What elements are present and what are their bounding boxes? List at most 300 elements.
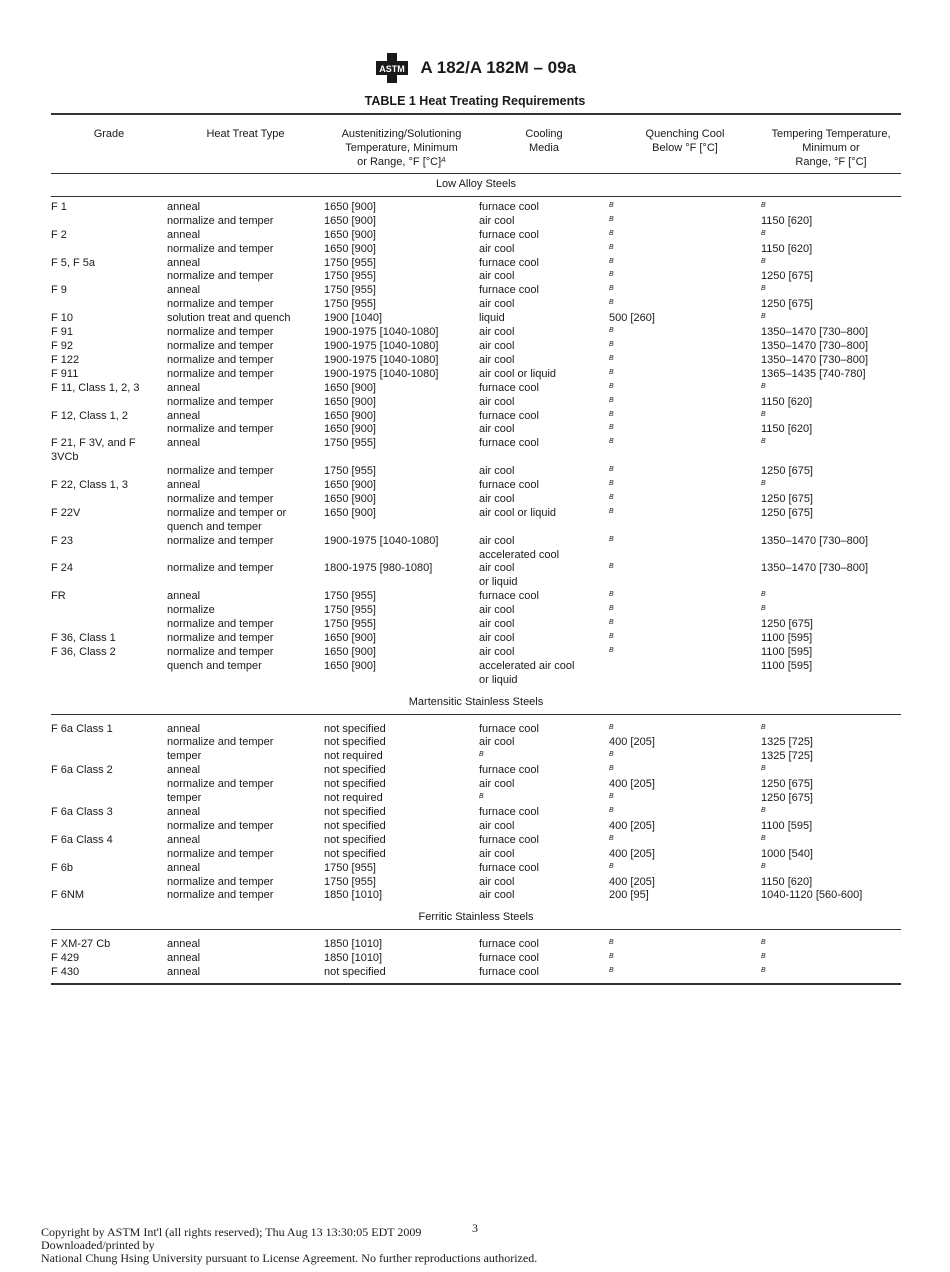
footnote-marker: B xyxy=(609,793,614,801)
table-row xyxy=(51,229,901,243)
footnote-b-cell xyxy=(761,806,901,820)
cell-aus: 1850 [1010] xyxy=(324,889,383,902)
cell-temper: 1250 [675] xyxy=(761,298,813,311)
cell-type: normalize and temper xyxy=(167,889,274,902)
cell-aus: 1650 [900] xyxy=(324,381,376,394)
cell-temper: 1150 [620] xyxy=(761,875,813,888)
cell-type: normalize and temper xyxy=(167,736,274,749)
footnote-b-cell xyxy=(479,750,609,764)
table-row xyxy=(51,493,901,507)
footnote-b-cell xyxy=(609,590,761,604)
footnote-b-cell xyxy=(761,930,901,952)
cell-temper: 1350–1470 [730–800] xyxy=(761,562,869,575)
cell-grade xyxy=(51,736,167,750)
copyright-footer xyxy=(41,1226,537,1265)
cell-temper: 1325 [725] xyxy=(761,750,813,763)
cell-aus: 1750 [955] xyxy=(324,256,376,269)
footnote-b-cell xyxy=(761,410,901,424)
cell-grade: F 12, Class 1, 2 xyxy=(51,409,129,422)
cell-temper: 1150 [620] xyxy=(761,395,813,408)
footnote-b-cell xyxy=(479,792,609,806)
cell-aus: 1900 [1040] xyxy=(324,312,383,325)
table-body xyxy=(51,174,901,984)
footnote-marker: B xyxy=(609,229,614,237)
cell-aus: not required xyxy=(324,792,383,805)
cell-cool: furnace cool xyxy=(479,284,539,297)
cell-grade xyxy=(51,618,167,632)
footnote-marker: B xyxy=(609,480,614,488)
cell-cool: accelerated air cool or liquid xyxy=(479,659,575,686)
cell-grade xyxy=(51,493,167,507)
footnote-marker: B xyxy=(609,466,614,474)
footnote-marker: B xyxy=(761,591,766,599)
footnote-marker: B xyxy=(761,313,766,321)
footnote-marker: B xyxy=(609,967,614,975)
footnote-marker: B xyxy=(761,229,766,237)
cell-aus: not specified xyxy=(324,805,386,818)
cell-aus: 1750 [955] xyxy=(324,437,376,450)
cell-type: anneal xyxy=(167,228,201,241)
cell-aus: 1900-1975 [1040-1080] xyxy=(324,339,439,352)
table-row xyxy=(51,820,901,834)
cell-aus: 1650 [900] xyxy=(324,242,376,255)
cell-aus: 1650 [900] xyxy=(324,423,376,436)
footnote-marker: B xyxy=(609,723,614,731)
cell-aus: 1750 [955] xyxy=(324,298,376,311)
cell-type: normalize and temper xyxy=(167,492,274,505)
astm-logo-icon xyxy=(374,52,410,84)
cell-type: anneal xyxy=(167,256,201,269)
footnote-marker: B xyxy=(609,396,614,404)
cell-cool: furnace cool xyxy=(479,409,539,422)
footnote-b-cell xyxy=(761,312,901,326)
footnote-marker: B xyxy=(761,201,766,209)
cell-temper: 1250 [675] xyxy=(761,492,813,505)
table-row xyxy=(51,326,901,340)
cell-aus: 1650 [900] xyxy=(324,395,376,408)
table-row xyxy=(51,382,901,396)
cell-type: normalize and temper xyxy=(167,395,274,408)
table-row xyxy=(51,465,901,479)
cell-type: normalize and temper xyxy=(167,465,274,478)
footnote-marker: B xyxy=(609,939,614,947)
footnote-marker: A xyxy=(441,157,446,164)
section-title: Low Alloy Steels xyxy=(51,174,901,197)
cell-cool: air cool xyxy=(479,353,515,366)
cell-type: temper xyxy=(167,750,202,763)
cell-quench: 400 [205] xyxy=(609,847,655,860)
footer-line-copyright: Copyright by ASTM Int'l (all rights reserved); Thu Aug 13 13:30:05 EDT 2009 xyxy=(41,1225,422,1239)
cell-cool: furnace cool xyxy=(479,966,609,984)
cell-aus: 1650 [900] xyxy=(324,659,376,672)
cell-cool: furnace cool xyxy=(479,764,539,777)
cell-grade: F 6NM xyxy=(51,889,84,902)
cell-aus: 1750 [955] xyxy=(324,604,376,617)
cell-grade: F 2 xyxy=(51,228,67,241)
cell-cool: air cool xyxy=(479,298,515,311)
column-header: Tempering Temperature, Minimum or Range, °F [°C] xyxy=(761,115,901,174)
cell-aus: 1650 [900] xyxy=(324,632,376,644)
table-row xyxy=(51,257,901,271)
cell-cool: furnace cool xyxy=(479,805,539,818)
footnote-marker: B xyxy=(609,765,614,773)
cell-grade xyxy=(51,243,167,257)
cell-grade: F 6a Class 2 xyxy=(51,764,113,777)
cell-grade xyxy=(51,792,167,806)
footnote-marker: B xyxy=(609,535,614,543)
section-header-row xyxy=(51,174,901,197)
footnote-marker: B xyxy=(609,201,614,209)
cell-cool: furnace cool xyxy=(479,479,539,492)
footnote-b-cell xyxy=(609,646,761,660)
footnote-b-cell xyxy=(609,284,761,298)
cell-type: normalize and temper xyxy=(167,618,274,631)
cell-cool: furnace cool xyxy=(479,437,539,450)
cell-type: normalize and temper xyxy=(167,645,274,658)
cell-type: normalize and temper xyxy=(167,326,274,339)
cell-aus: 1750 [955] xyxy=(324,465,376,478)
cell-type: solution treat and quench xyxy=(167,312,291,325)
cell-grade xyxy=(51,750,167,764)
footnote-marker: B xyxy=(761,382,766,390)
cell-cool: furnace cool xyxy=(479,833,539,846)
cell-grade: F 6b xyxy=(51,861,74,874)
footnote-b-cell xyxy=(609,396,761,410)
cell-cool: furnace cool xyxy=(479,861,539,874)
cell-aus: 1750 [955] xyxy=(324,590,376,603)
cell-quench: 400 [205] xyxy=(609,778,655,791)
cell-cool: air cool xyxy=(479,819,515,832)
cell-cool: air cool accelerated cool xyxy=(479,534,560,561)
page-number: 3 xyxy=(472,1221,478,1235)
footnote-marker: B xyxy=(609,215,614,223)
cell-grade: F 36, Class 1 xyxy=(51,632,116,644)
footnote-b-cell xyxy=(609,437,761,465)
cell-type: normalize and temper xyxy=(167,242,274,255)
cell-cool: air cool xyxy=(479,645,515,658)
footnote-marker: B xyxy=(761,806,766,814)
cell-type: anneal xyxy=(167,764,201,777)
footnote-marker: B xyxy=(609,257,614,265)
footnote-marker: B xyxy=(609,382,614,390)
cell-cool: air cool xyxy=(479,847,515,860)
cell-type: normalize and temper xyxy=(167,847,274,860)
footnote-marker: B xyxy=(609,493,614,501)
cell-aus: 1850 [1010] xyxy=(324,952,383,965)
cell-cool: air cool xyxy=(479,736,515,749)
table-row xyxy=(51,930,901,952)
table-header xyxy=(51,114,901,174)
table-row xyxy=(51,876,901,890)
table-row xyxy=(51,298,901,312)
cell-cool: air cool xyxy=(479,875,515,888)
table-row xyxy=(51,660,901,692)
table-row xyxy=(51,423,901,437)
footnote-b-cell xyxy=(609,229,761,243)
footnote-marker: B xyxy=(609,299,614,307)
footnote-marker: B xyxy=(609,953,614,961)
cell-temper: 1325 [725] xyxy=(761,736,813,749)
cell-aus: not specified xyxy=(324,847,386,860)
document-designation: A 182/A 182M – 09a xyxy=(420,58,577,77)
table-row xyxy=(51,410,901,424)
cell-cool: air cool xyxy=(479,618,515,631)
footnote-marker: B xyxy=(609,806,614,814)
cell-temper: 1250 [675] xyxy=(761,618,813,631)
table-row xyxy=(51,312,901,326)
footnote-b-cell xyxy=(761,966,901,984)
heat-treat-table xyxy=(51,113,901,985)
footnote-b-cell xyxy=(609,632,761,646)
footnote-b-cell xyxy=(609,465,761,479)
footnote-b-cell xyxy=(609,966,761,984)
cell-aus: not specified xyxy=(324,722,386,735)
footnote-b-cell xyxy=(761,284,901,298)
footnote-marker: B xyxy=(761,967,766,975)
svg-text:ASTM: ASTM xyxy=(379,64,405,74)
cell-type: normalize and temper xyxy=(167,423,274,436)
footnote-marker: B xyxy=(761,723,766,731)
cell-aus: 1750 [955] xyxy=(324,875,376,888)
footnote-marker: B xyxy=(609,243,614,251)
footnote-marker: B xyxy=(761,438,766,446)
cell-cool: furnace cool xyxy=(479,952,539,965)
cell-cool: air cool or liquid xyxy=(479,562,518,589)
footnote-marker: B xyxy=(761,480,766,488)
footnote-marker: B xyxy=(609,410,614,418)
cell-type: normalize and temper xyxy=(167,353,274,366)
cell-temper: 1040-1120 [560-600] xyxy=(761,889,863,902)
cell-type: anneal xyxy=(167,284,201,297)
table-row xyxy=(51,806,901,820)
footnote-marker: B xyxy=(609,438,614,446)
cell-grade: F 21, F 3V, and F 3VCb xyxy=(51,437,136,464)
cell-type: anneal xyxy=(167,861,201,874)
cell-cool: air cool xyxy=(479,326,515,339)
table-row xyxy=(51,952,901,966)
footnote-b-cell xyxy=(609,507,761,535)
footnote-marker: B xyxy=(609,591,614,599)
table-row xyxy=(51,604,901,618)
footnote-b-cell xyxy=(609,604,761,618)
cell-aus: 1650 [900] xyxy=(324,200,376,213)
footnote-b-cell xyxy=(609,714,761,736)
footnote-b-cell xyxy=(609,368,761,382)
cell-grade: F 6a Class 3 xyxy=(51,805,113,818)
cell-type: temper xyxy=(167,792,202,805)
cell-temper: 1250 [675] xyxy=(761,506,813,519)
footnote-b-cell xyxy=(609,298,761,312)
table-row xyxy=(51,284,901,298)
cell-aus: 1750 [955] xyxy=(324,270,376,283)
cell-grade xyxy=(51,778,167,792)
cell-cool: air cool or liquid xyxy=(479,367,557,380)
table-row xyxy=(51,834,901,848)
cell-temper: 1250 [675] xyxy=(761,778,813,791)
cell-quench: 400 [205] xyxy=(609,819,655,832)
cell-quench: 200 [95] xyxy=(609,889,649,902)
cell-grade: F 911 xyxy=(51,367,79,380)
footnote-b-cell xyxy=(609,834,761,848)
cell-cool: furnace cool xyxy=(479,722,539,735)
footnote-b-cell xyxy=(609,196,761,214)
cell-temper: 1250 [675] xyxy=(761,270,813,283)
table-row xyxy=(51,507,901,535)
cell-temper: 1100 [595] xyxy=(761,659,813,672)
footnote-marker: B xyxy=(761,765,766,773)
cell-grade: F 430 xyxy=(51,966,167,984)
footnote-marker: B xyxy=(609,354,614,362)
footnote-b-cell xyxy=(609,535,761,563)
cell-grade xyxy=(51,465,167,479)
cell-grade xyxy=(51,270,167,284)
footnote-marker: B xyxy=(609,285,614,293)
cell-temper: 1350–1470 [730–800] xyxy=(761,326,869,339)
footnote-b-cell xyxy=(609,764,761,778)
cell-grade: F 6a Class 1 xyxy=(51,722,113,735)
footnote-b-cell xyxy=(761,862,901,876)
cell-cool: air cool xyxy=(479,889,515,902)
footer-line-downloaded: Downloaded/printed by xyxy=(41,1238,155,1252)
cell-cool: furnace cool xyxy=(479,938,539,951)
cell-aus: 1650 [900] xyxy=(324,492,376,505)
cell-type: normalize and temper xyxy=(167,562,274,575)
cell-aus: not specified xyxy=(324,736,386,749)
footnote-b-cell xyxy=(609,952,761,966)
cell-grade: F 122 xyxy=(51,353,80,366)
document-header xyxy=(0,52,950,84)
cell-cool: air cool xyxy=(479,242,515,255)
cell-cool: air cool xyxy=(479,395,515,408)
cell-grade: F 22, Class 1, 3 xyxy=(51,479,129,492)
cell-grade: F 6a Class 4 xyxy=(51,833,113,846)
cell-type: anneal xyxy=(167,722,201,735)
cell-cool: air cool or liquid xyxy=(479,506,557,519)
column-header: Cooling Media xyxy=(479,115,609,174)
cell-grade xyxy=(51,423,167,437)
table-row xyxy=(51,215,901,229)
cell-grade: F XM-27 Cb xyxy=(51,938,111,951)
cell-temper: 1150 [620] xyxy=(761,214,813,227)
cell-grade xyxy=(51,396,167,410)
cell-grade: F 429 xyxy=(51,952,80,965)
cell-aus: not specified xyxy=(324,833,386,846)
cell-type: normalize and temper xyxy=(167,367,274,380)
footnote-b-cell xyxy=(761,834,901,848)
cell-grade: F 22V xyxy=(51,506,81,519)
footnote-marker: B xyxy=(761,257,766,265)
cell-aus: not specified xyxy=(324,819,386,832)
footnote-b-cell xyxy=(761,196,901,214)
cell-type: normalize and temper xyxy=(167,778,274,791)
cell-quench: 400 [205] xyxy=(609,875,655,888)
cell-grade: F 91 xyxy=(51,326,74,339)
cell-type: anneal xyxy=(167,479,201,492)
table-row xyxy=(51,243,901,257)
cell-temper: 1100 [595] xyxy=(761,632,813,644)
table-row xyxy=(51,479,901,493)
cell-aus: 1900-1975 [1040-1080] xyxy=(324,534,439,547)
footnote-b-cell xyxy=(761,479,901,493)
footnote-marker: B xyxy=(609,646,614,654)
cell-grade: F 36, Class 2 xyxy=(51,645,116,658)
cell-type: anneal xyxy=(167,805,201,818)
footnote-marker: B xyxy=(761,605,766,613)
footnote-b-cell xyxy=(609,382,761,396)
cell-cool: air cool xyxy=(479,465,515,478)
cell-temper: 1350–1470 [730–800] xyxy=(761,339,869,352)
footnote-b-cell xyxy=(609,930,761,952)
table-row xyxy=(51,632,901,646)
cell-aus: 1750 [955] xyxy=(324,284,376,297)
footnote-b-cell xyxy=(761,764,901,778)
footnote-b-cell xyxy=(609,423,761,437)
section-header-row xyxy=(51,692,901,714)
cell-aus: not specified xyxy=(324,764,386,777)
cell-temper: 1150 [620] xyxy=(761,423,813,436)
footnote-b-cell xyxy=(609,243,761,257)
footnote-marker: B xyxy=(609,424,614,432)
cell-cool: air cool xyxy=(479,214,515,227)
footnote-b-cell xyxy=(609,354,761,368)
cell-grade: F 11, Class 1, 2, 3 xyxy=(51,381,140,394)
cell-temper: 1250 [675] xyxy=(761,792,813,805)
cell-cool: air cool xyxy=(479,423,515,436)
cell-temper: 1100 [595] xyxy=(761,645,813,658)
footnote-marker: B xyxy=(609,751,614,759)
cell-aus: not required xyxy=(324,750,383,763)
section-title: Martensitic Stainless Steels xyxy=(51,692,901,714)
cell-grade xyxy=(51,215,167,229)
column-header: Quenching Cool Below °F [°C] xyxy=(609,115,761,174)
table-row xyxy=(51,354,901,368)
footnote-marker: B xyxy=(609,862,614,870)
cell-aus: 1900-1975 [1040-1080] xyxy=(324,353,439,366)
cell-aus: 1650 [900] xyxy=(324,506,376,519)
column-header-row xyxy=(51,115,901,174)
cell-quench: 500 [260] xyxy=(609,312,655,325)
column-header: Austenitizing/Solutioning Temperature, Minimum or Range, °F $[^\circ C]^A$ xyxy=(324,115,479,174)
cell-aus: 1650 [900] xyxy=(324,228,376,241)
table-row xyxy=(51,778,901,792)
footnote-marker: B xyxy=(609,619,614,627)
footnote-b-cell xyxy=(609,257,761,271)
footnote-marker: B xyxy=(761,939,766,947)
cell-grade xyxy=(51,660,167,692)
cell-grade: FR xyxy=(51,590,66,603)
cell-cool: furnace cool xyxy=(479,200,539,213)
cell-type: normalize and temper xyxy=(167,298,274,311)
cell-temper: 1350–1470 [730–800] xyxy=(761,534,869,547)
cell-type: anneal xyxy=(167,409,201,422)
footnote-b-cell xyxy=(761,714,901,736)
footnote-b-cell xyxy=(761,257,901,271)
table-row xyxy=(51,862,901,876)
cell-grade xyxy=(51,820,167,834)
cell-aus: 1900-1975 [1040-1080] xyxy=(324,326,439,339)
cell-aus: not specified xyxy=(324,778,386,791)
cell-type: anneal xyxy=(167,938,201,951)
footnote-b-cell xyxy=(761,229,901,243)
cell-grade xyxy=(51,604,167,618)
cell-cool: furnace cool xyxy=(479,590,539,603)
table-row xyxy=(51,848,901,862)
column-header: Heat Treat Type xyxy=(167,115,324,174)
footnote-b-cell xyxy=(609,806,761,820)
table-row xyxy=(51,396,901,410)
cell-type: normalize and temper xyxy=(167,819,274,832)
footnote-marker: B xyxy=(479,793,484,801)
